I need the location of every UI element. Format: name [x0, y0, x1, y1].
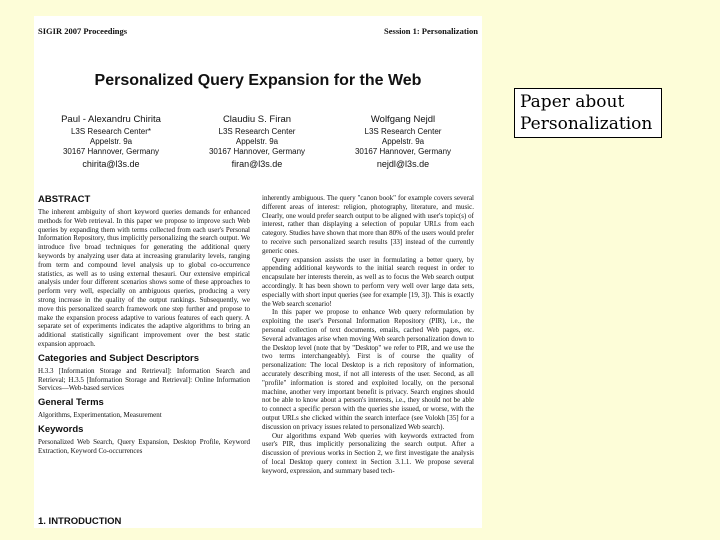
author-name: Wolfgang Nejdl	[370, 114, 436, 125]
session-label: Session 1: Personalization	[384, 26, 478, 36]
author-city: 30167 Hannover, Germany	[354, 147, 452, 156]
author-affiliation: L3S Research Center*	[70, 127, 152, 136]
author-block	[328, 113, 478, 171]
right-column	[262, 194, 474, 476]
author-name: Paul - Alexandru Chirita	[61, 114, 161, 125]
keywords-text: Personalized Web Search, Query Expansion, Desktop Profile, Keyword Extraction, Keyword Co-occurrences	[38, 437, 250, 455]
paper-title: Personalized Query Expansion for the Web	[94, 72, 422, 89]
introduction-heading: 1. INTRODUCTION	[38, 516, 122, 527]
abstract-text: The inherent ambiguity of short keyword queries demands for enhanced methods for Web retrieval. In this paper we propose to improve such Web queries by expanding them with terms collected from each user's Personal Information Repository, thus implicitly personalizing the search output. We introduce five broad techniques for generating the additional query keywords by analyzing user data at increasing granularity levels, ranging from term and compound level analysis up to global co-occurrence statistics, as well as to using external thesauri. Our extensive empirical analysis under four different scenarios shows some of these approaches to perform very well, especially on ambiguous queries, producing a very strong increase in the quality of the output rankings. Subsequently, we move this personalized search framework one step further and propose to make the expansion process adaptive to various features of each query. A separate set of experiments indicates the adaptive algorithms to bring an additional statistically significant improvement over the best static expansion approach.	[38, 208, 250, 348]
body-paragraph: inherently ambiguous. The query "canon book" for example covers several different areas of interest: religion, photography, literature, and music. Clearly, one would prefer search output to be aligned with user's topic(s) of interest, rather than displaying a selection of popular URLs from each category. Studies have shown that more than 80% of the users would prefer to receive such personalized search results [33] instead of the currently generic ones.	[262, 194, 474, 255]
caption-line: Paper about	[520, 92, 625, 112]
page-header	[38, 26, 478, 38]
body-paragraph: In this paper we propose to enhance Web query reformulation by exploiting the user's Personal Information Repository (PIR), i.e., the personal collection of text documents, emails, cached Web pages, etc. Several advantages arise when moving Web search personalization down to the Desktop level (note that by "Desktop" we refer to PIR, and we use the two terms interchangeably). First is of course the quality of personalization: The local Desktop is a rich repository of information, accurately describing most, if not all interests of the user. Second, as all "profile" information is stored and exploited locally, on the personal machine, another very important benefit is privacy. Search engines should not be able to know about a person's interests, i.e., they should not be able to connect a specific person with the queries she issued, or worse, with the output URLs she clicked within the search interface (see Volokh [35] for a discussion on privacy issues related to personalized Web search).	[262, 308, 474, 431]
author-block	[182, 113, 332, 171]
caption-line: Personalization	[520, 114, 653, 134]
author-affiliation: L3S Research Center	[218, 127, 296, 136]
paper-page	[34, 16, 482, 528]
author-address: Appelstr. 9a	[235, 137, 279, 146]
author-address: Appelstr. 9a	[89, 137, 133, 146]
proceedings-label: SIGIR 2007 Proceedings	[38, 26, 128, 36]
author-city: 30167 Hannover, Germany	[208, 147, 306, 156]
author-city: 30167 Hannover, Germany	[62, 147, 160, 156]
general-terms-text: Algorithms, Experimentation, Measurement	[38, 411, 162, 420]
author-block	[36, 113, 186, 171]
left-column	[38, 194, 250, 456]
author-email: nejdl@l3s.de	[376, 159, 430, 169]
body-paragraph: Our algorithms expand Web queries with keywords extracted from user's PIR, thus implicitly personalizing the search output. After a discussion of previous works in Section 2, we first investigate the analysis of local Desktop query context in Section 3.1.1. We propose several keyword, expression, and summary based tech-	[262, 431, 474, 475]
body-paragraph: Query expansion assists the user in formulating a better query, by appending additional keywords to the initial search request in order to encapsulate her interests therein, as well as to focus the Web search output accordingly. It has been shown to perform very well over large data sets, especially with short input queries (see for example [19, 3]). This is exactly the Web search scenario!	[262, 255, 474, 308]
caption-box	[514, 88, 662, 138]
general-terms-heading: General Terms	[38, 397, 104, 409]
categories-text: H.3.3 [Information Storage and Retrieval]: Information Search and Retrieval; H.3.5 [Information Storage and Retrieval]: Online Information Services—Web-based services	[38, 366, 250, 393]
author-email: chirita@l3s.de	[82, 159, 140, 169]
author-name: Claudiu S. Firan	[222, 114, 292, 125]
author-email: firan@l3s.de	[231, 159, 283, 169]
keywords-heading: Keywords	[38, 423, 84, 435]
categories-heading: Categories and Subject Descriptors	[38, 352, 200, 364]
author-address: Appelstr. 9a	[381, 137, 425, 146]
author-affiliation: L3S Research Center	[364, 127, 442, 136]
abstract-heading: ABSTRACT	[38, 194, 91, 205]
